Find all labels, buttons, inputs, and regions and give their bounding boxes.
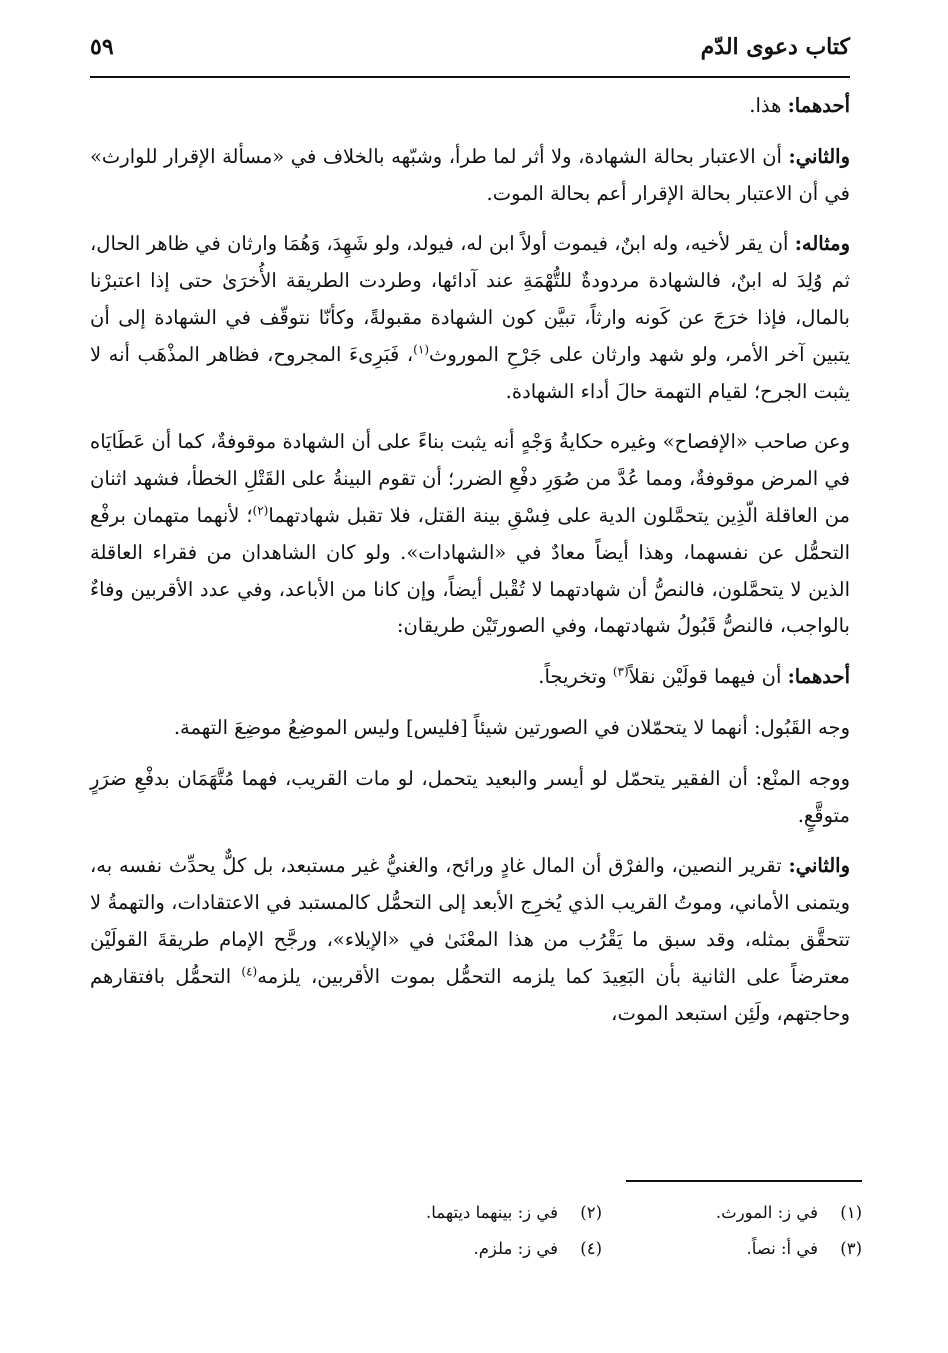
paragraph	[90, 761, 850, 835]
footnote	[602, 1231, 862, 1267]
paragraph	[90, 88, 850, 125]
paragraph-lead: ومثاله:	[794, 232, 850, 256]
paragraph	[90, 659, 850, 696]
footnote	[602, 1195, 862, 1231]
paragraph-text: ووجه المنْع: أن الفقير يتحمّل لو أيسر والبعيد يتحمل، لو مات القريب، فهما مُتَّهَمَان بدفْعِ ضرَرٍ متوقَّعٍ.	[90, 766, 850, 827]
running-title: كتاب دعوى الدّم	[700, 34, 850, 60]
footnote-number: (٣)	[840, 1239, 862, 1258]
paragraph	[90, 226, 850, 410]
footnote-ref: (٤)	[241, 964, 258, 979]
paragraph-lead: أحدهما:	[787, 94, 850, 117]
paragraph-lead: والثاني:	[788, 854, 850, 878]
page-header	[90, 30, 850, 78]
paragraph-text: وجه القَبُول: أنهما لا يتحمّلان في الصورتين شيئاً [فليس] وليس الموضِعُ موضِعَ التهمة.	[173, 715, 850, 739]
footnote-number: (٢)	[580, 1203, 602, 1222]
paragraph-text: هذا.	[749, 94, 788, 117]
footnote	[342, 1231, 602, 1267]
footnote-number: (١)	[840, 1203, 862, 1222]
body-text	[90, 88, 850, 1046]
footnote-text: في ز: بينهما ديتهما.	[426, 1203, 558, 1222]
paragraph-text: تقرير النصين، والفرْق أن المال غادٍ ورائح، والغنيُّ غير مستبعد، بل كلٌّ يحدِّث نفسه به، ويتمنى الأماني، وموتُ القريب الذي يُخرِج الأبعد إلى التحمُّل كالمستبد في الاعتقادات، والتهمةُ لا تتحقَّق بمثله، وقد سبق ما يَقْرُب من هذا المعْنَىٰ في «الإيلاء»، ورجَّح الإمام طريقةَ القولَيْن معترضاً على الثانية بأن البَعِيدَ كما يلزمه التحمُّل بموت الأقربين، يلزمه	[90, 854, 851, 988]
paragraph	[90, 139, 850, 213]
footnote	[342, 1195, 602, 1231]
paragraph	[90, 710, 850, 747]
footnote-ref: (٣)	[612, 664, 629, 679]
paragraph-text: التحمُّل بافتقارهم وحاجتهم، ولَئِن استبعد الموت،	[90, 964, 850, 1025]
footnotes	[342, 1195, 862, 1267]
footnote-row	[342, 1195, 862, 1231]
paragraph	[90, 848, 850, 1032]
footnote-text: في ز: ملزم.	[473, 1239, 558, 1258]
footnote-ref: (٢)	[252, 503, 269, 518]
paragraph-text: وتخريجاً.	[538, 665, 613, 689]
paragraph-text: ، فَبَرِىءَ المجروح، فظاهر المذْهَب أنه لا يثبت الجرح؛ لقيام التهمة حالَ أداء الشهادة.	[90, 342, 850, 403]
paragraph-text: وعن صاحب «الإفصاح» وغيره حكايةُ وَجْهٍ أنه يثبت بناءً على أن الشهادة موقوفةٌ، كما أن عَطَايَاه في المرض موقوفةٌ، ومما عُدَّ من صُوَرِ دفْعِ الضرر؛ أن تقوم البينةُ على القَتْلِ الخطأ، فشهد اثنان من العاقلة الّذِين يتحمَّلون الدية على فِسْقِ بينة القتل، فلا تقبل شهادتهما	[90, 430, 850, 527]
paragraph-text: أن الاعتبار بحالة الشهادة، ولا أثر لما طرأ، وشبّهه بالخلاف في «مسألة الإقرار للوارث» في أن الاعتبار بحالة الإقرار أعم بحالة الموت.	[90, 144, 850, 205]
page-number: ٥٩	[90, 34, 114, 60]
paragraph-text: أن يقر لأخيه، وله ابنٌ، فيموت أولاً ابن له، فيولد، ولو شَهِدَ، وَهُمَا وارثان في ظاهر الحال، ثم وُلِدَ له ابنٌ، فالشهادة مردودةٌ للتُّهْمَةِ عند آدائها، وطردت الطريقة الأُخرَىٰ حتى إذا اعتبرْنا بالمال، فإذا خرَجَ عن كَونه وارثاً، تبيَّن كون الشهادة مقبولةً، وكأنّا نتوقّف في الشهادة إلى أن يتبين آخر الأمر، ولو شهد وارثان على جَرْحِ الموروث	[90, 232, 850, 366]
footnote-row	[342, 1231, 862, 1267]
footnote-number: (٤)	[580, 1239, 602, 1258]
footnote-text: في أ: نصاً.	[746, 1239, 818, 1258]
paragraph-text: أن فيهما قولَيْن نقلاً	[628, 665, 788, 689]
footnote-ref: (١)	[413, 342, 429, 357]
paragraph	[90, 424, 850, 645]
paragraph-lead: والثاني:	[788, 144, 850, 168]
paragraph-text: ؛ لأنهما متهمان برفْع التحمُّل عن نفسهما، وهذا أيضاً معادٌ في «الشهادات». ولو كان الشاهدان من فقراء العاقلة الذين لا يتحمَّلون، فالنصُّ أن شهادتهما لا تُقْبل أيضاً، وإن كانا من الأباعد، وفي عدد الأقربين وفاءٌ بالواجب، فالنصُّ قَبُولُ شهادتهما، وفي الصورتَيْن طريقان:	[90, 503, 850, 638]
paragraph-lead: أحدهما:	[787, 665, 850, 689]
footnote-text: في ز: المورث.	[715, 1203, 818, 1222]
footnote-divider	[626, 1180, 862, 1182]
